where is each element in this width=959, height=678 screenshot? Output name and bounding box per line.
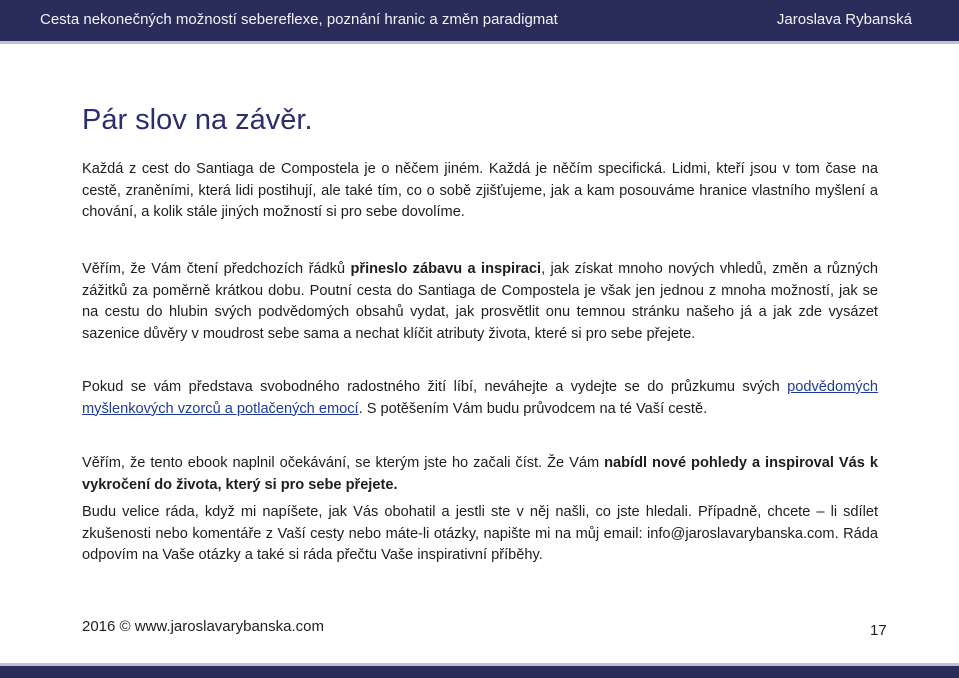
page-heading: Pár slov na závěr. — [82, 104, 313, 136]
paragraph-intro: Každá z cest do Santiaga de Compostela je o něčem jiném. Každá je něčím specifická. Lidmi, kteří jsou v tom čase na cestě, zraněními, která lidi postihují, ale také tím, co o sobě zjišťujeme, jak a kam posouváme hranice vlastního myšlení a chování, a kolik stále jiných možností si pro sebe dovolíme. — [82, 161, 878, 221]
footer-bar — [0, 666, 959, 678]
paragraph-invitation — [82, 377, 878, 420]
page-number: 17 — [870, 622, 887, 639]
paragraph-ebook-text: Věřím, že tento ebook naplnil očekávání, se kterým jste ho začali číst. Že Vám — [82, 455, 605, 471]
paragraph-belief-text-2: , jak získat mnoho nových vhledů, změn a různých zážitků za poměrně krátkou dobu. Poutní cesta do Santiaga de Compostela je však jen jednou z mnoha možností, jak se na cestu do hlubin svých podvědomých obsahů vydat, jak prosvětlit onu temnou stránku našeho já a jak zde vysázet sazenice důvěry v moudrost sebe sama a nechat klíčit atributy života, které si pro sebe přejete. — [82, 261, 878, 342]
paragraph-belief-text-1: Věřím, že Vám čtení předchozích řádků — [82, 261, 351, 277]
book-title: Cesta nekonečných možností sebereflexe, poznání hranic a změn paradigmat — [40, 11, 558, 28]
paragraph-ebook-bold: nabídl nové pohledy a inspiroval Vás k vykročení do života, který si pro sebe přejete. — [82, 455, 878, 493]
subconscious-patterns-link[interactable]: podvědomých myšlenkových vzorců a potlačených emocí — [82, 379, 878, 417]
footer-copyright: 2016 © www.jaroslavarybanska.com — [82, 618, 324, 635]
paragraph-invitation-text-1: Pokud se vám představa svobodného radostného žití líbí, neváhejte a vydejte se do průzkumu svých — [82, 379, 788, 395]
paragraph-belief-bold: přineslo zábavu a inspiraci — [350, 261, 542, 277]
author-name: Jaroslava Rybanská — [776, 11, 912, 28]
paragraph-ebook — [82, 453, 878, 496]
paragraph-belief — [82, 259, 878, 345]
paragraph-contact: Budu velice ráda, když mi napíšete, jak Vás obohatil a jestli ste v něj našli, co jste hledali. Případně, chcete – li sdílet zkušenosti nebo komentáře z Vaší cesty nebo máte-li otázky, napište mi na můj email: info@jaroslavarybanska.com. Ráda odpovím na Vaše otázky a také si ráda přečtu Vaše inspirativní příběhy. — [82, 504, 878, 564]
paragraph-invitation-text-2: . S potěšením Vám budu průvodcem na té Vaší cestě. — [358, 400, 708, 417]
header-divider — [0, 41, 959, 44]
header-bar — [0, 0, 959, 41]
